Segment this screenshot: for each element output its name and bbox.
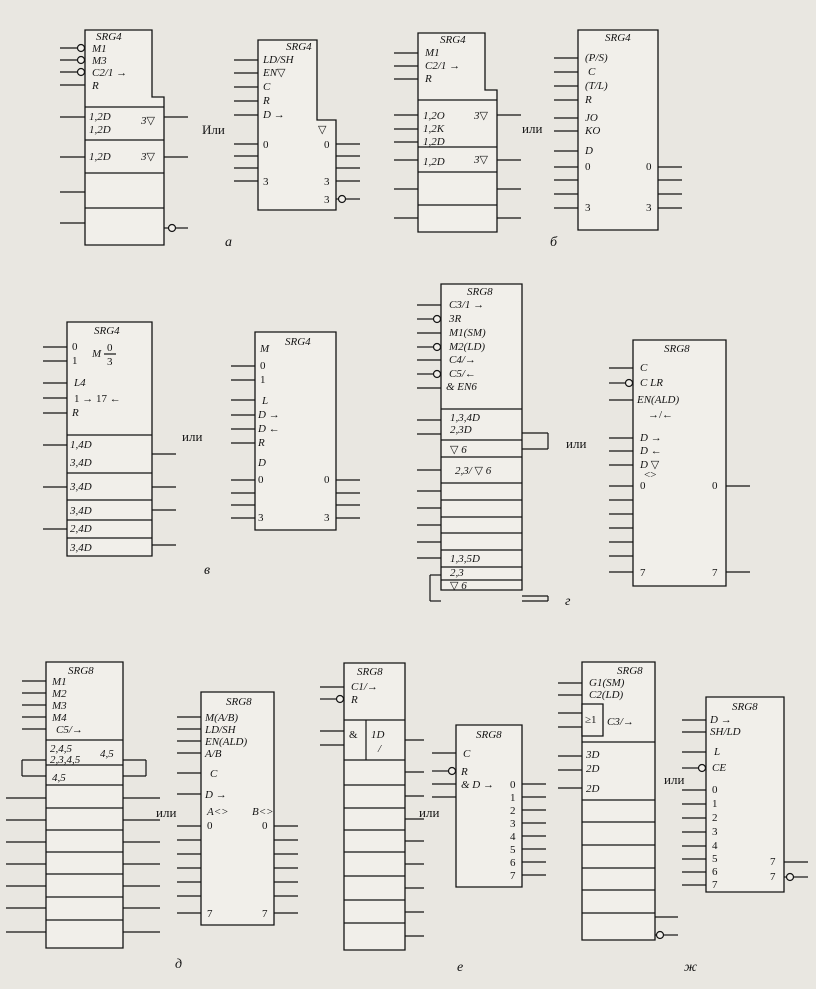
- fig-b-right-out-0: 0: [646, 161, 652, 173]
- fig-a-separator: Или: [202, 122, 225, 137]
- fig-e-right-out-6: 6: [510, 857, 516, 869]
- fig-e-left-label-c1: C1/→: [351, 681, 378, 693]
- fig-d-left-label-m4: M4: [52, 712, 67, 724]
- fig-a-left-cell-3: 3▽: [141, 115, 155, 127]
- fig-g-right-out-7: 7: [712, 567, 718, 579]
- fig-b-right-label-ps: (P/S): [585, 52, 608, 64]
- fig-b-right-label-d: D: [585, 145, 593, 157]
- fig-b-right-label-c: C: [588, 66, 596, 78]
- fig-v-right-label-r: R: [258, 437, 265, 449]
- fig-v-right-out-0: 0: [324, 474, 330, 486]
- fig-zh-right-in-1: 1: [712, 798, 718, 810]
- fig-v-right-label-d: D: [258, 457, 266, 469]
- fig-v-left-title: SRG4: [94, 325, 120, 337]
- fig-zh-left-symbol: [558, 662, 678, 940]
- fig-e-right-label-and-d: & D →: [461, 779, 494, 791]
- fig-v-right-label-1: 1: [260, 374, 266, 386]
- fig-b-left-cell-6: 3▽: [474, 154, 488, 166]
- fig-g-right-label-bidir: <>: [644, 469, 657, 481]
- fig-a-left-title: SRG4: [96, 31, 122, 43]
- fig-v-left-cell-2: 3,4D: [70, 457, 92, 469]
- fig-zh-right-symbol: [682, 697, 808, 892]
- fig-a-left-symbol: [60, 30, 188, 245]
- fig-g-left-cell-1: 1,3,4D: [450, 412, 480, 424]
- fig-v-right-label-d-left: D ←: [258, 423, 280, 435]
- fig-g-right-label-en: EN(ALD): [637, 394, 680, 406]
- fig-g-right-label-d-right: D →: [640, 432, 662, 444]
- fig-b-right-label-r: R: [585, 94, 592, 106]
- fig-d-left-cell-2: 4,5: [100, 748, 114, 760]
- fig-d-caption: д: [175, 957, 183, 972]
- fig-zh-right-in-6: 6: [712, 866, 718, 878]
- fig-v-left-label-m-top: 0: [107, 342, 113, 354]
- fig-zh-right-title: SRG8: [732, 701, 758, 713]
- fig-e-right-label-c: C: [463, 748, 471, 760]
- fig-zh-right-in-5: 5: [712, 853, 718, 865]
- fig-d-right-label-ldsh: LD/SH: [205, 724, 236, 736]
- fig-g-right-out-0: 0: [712, 480, 718, 492]
- fig-v-right-out-3: 3: [324, 512, 330, 524]
- fig-e-left-symbol: [320, 663, 424, 950]
- fig-zh-right-in-3: 3: [712, 826, 718, 838]
- figure-a: [60, 30, 360, 250]
- fig-b-left-symbol: [394, 33, 521, 232]
- fig-a-right-label-tri: ▽: [318, 124, 327, 136]
- fig-e-right-out-7: 7: [510, 870, 516, 882]
- fig-b-left-cell-4: 1,2D: [423, 136, 445, 148]
- fig-v-left-cell-3: 3,4D: [70, 481, 92, 493]
- fig-d-left-cell-1: 2,4,5: [50, 743, 72, 755]
- fig-e-right-out-5: 5: [510, 844, 516, 856]
- fig-a-right-label-ldsh: LD/SH: [263, 54, 294, 66]
- fig-e-separator: или: [419, 805, 440, 820]
- fig-e-left-outline: [344, 663, 405, 950]
- fig-d-right-label-ab: A/B: [205, 748, 222, 760]
- fig-zh-left-label-c2: C2(LD): [589, 689, 624, 701]
- fig-d-right-label-b: B<>: [252, 806, 274, 818]
- fig-v-left-cell-1: 1,4D: [70, 439, 92, 451]
- fig-zh-left-cell-2d-a: 2D: [586, 763, 600, 775]
- fig-zh-caption: ж: [684, 960, 698, 975]
- fig-a-left-cell-1: 1,2D: [89, 111, 111, 123]
- fig-a-right-label-r: R: [263, 95, 270, 107]
- fig-v-left-label-m: M: [92, 348, 102, 360]
- fig-zh-right-label-shld: SH/LD: [710, 726, 741, 738]
- fig-e-right-title: SRG8: [476, 729, 502, 741]
- fig-b-left-label-m1: M1: [425, 47, 440, 59]
- fig-a-right-symbol: [234, 40, 360, 210]
- figure-zh: [558, 662, 808, 975]
- fig-g-left-cell-4: 2,3/ ▽ 6: [455, 465, 492, 477]
- fig-g-left-label-en6: & EN6: [446, 381, 477, 393]
- fig-b-left-cell-5: 1,2D: [423, 156, 445, 168]
- fig-g-caption: г: [565, 594, 571, 609]
- fig-a-right-in-3: 3: [263, 176, 269, 188]
- fig-a-right-title: SRG4: [286, 41, 312, 53]
- fig-v-separator: или: [182, 429, 203, 444]
- fig-b-right-label-ko: KO: [585, 125, 601, 137]
- fig-a-left-label-m3: M3: [92, 55, 107, 67]
- fig-v-left-cell-6: 3,4D: [70, 542, 92, 554]
- fig-zh-left-label-c3: C3/→: [607, 716, 634, 728]
- fig-g-left-label-c4: C4/→: [449, 354, 476, 366]
- fig-v-right-label-l: L: [262, 395, 269, 407]
- fig-a-right-out-3b: 3: [324, 194, 330, 206]
- fig-d-right-out-7: 7: [262, 908, 268, 920]
- fig-e-caption: е: [457, 960, 464, 975]
- fig-zh-right-in-7: 7: [712, 879, 718, 891]
- fig-d-right-in-0: 0: [207, 820, 213, 832]
- fig-e-left-cell-slash: /: [378, 743, 382, 755]
- fig-a-right-out-3: 3: [324, 176, 330, 188]
- fig-v-right-title: SRG4: [285, 336, 311, 348]
- figure-e: [320, 663, 546, 975]
- fig-g-left-cell-7: ▽ 6: [450, 580, 467, 592]
- fig-b-right-title: SRG4: [605, 32, 631, 44]
- fig-e-left-label-r: R: [351, 694, 358, 706]
- fig-e-right-out-3: 3: [510, 818, 516, 830]
- fig-g-left-title: SRG8: [467, 286, 493, 298]
- fig-d-left-label-c5: C5/→: [56, 724, 83, 736]
- fig-zh-left-cell-3d: 3D: [586, 749, 600, 761]
- fig-b-left-title: SRG4: [440, 34, 466, 46]
- fig-b-right-in-3: 3: [585, 202, 591, 214]
- fig-e-right-out-2: 2: [510, 805, 516, 817]
- fig-d-left-label-m3: M3: [52, 700, 67, 712]
- fig-g-left-cell-5: 1,3,5D: [450, 553, 480, 565]
- fig-g-right-label-d-left: D ←: [640, 445, 662, 457]
- fig-d-left-cell-4: 4,5: [52, 772, 66, 784]
- fig-g-separator: или: [566, 436, 587, 451]
- fig-d-right-symbol: [177, 692, 298, 925]
- fig-zh-right-label-ce: CE: [712, 762, 727, 774]
- fig-g-right-in-0: 0: [640, 480, 646, 492]
- fig-g-left-label-m2: M2(LD): [449, 341, 486, 353]
- figure-v: [43, 322, 360, 578]
- fig-v-right-label-m: M: [260, 343, 270, 355]
- fig-v-right-label-0: 0: [260, 360, 266, 372]
- fig-d-left-symbol: [6, 662, 160, 948]
- fig-b-left-cell-1: 1,2O: [423, 110, 445, 122]
- fig-v-left-label-l4: L4: [74, 377, 86, 389]
- fig-g-left-label-3r: 3R: [449, 313, 462, 325]
- fig-g-right-title: SRG8: [664, 343, 690, 355]
- fig-d-right-label-c: C: [210, 768, 218, 780]
- figure-b: [394, 30, 682, 250]
- fig-v-left-label-shift: 1 → 17 ←: [74, 393, 121, 405]
- fig-b-right-label-jo: JO: [585, 112, 598, 124]
- fig-g-right-label-clr: C LR: [640, 377, 663, 389]
- fig-a-left-cell-5: 3▽: [141, 151, 155, 163]
- fig-d-right-title: SRG8: [226, 696, 252, 708]
- fig-d-right-label-d: D →: [205, 789, 227, 801]
- fig-d-left-title: SRG8: [68, 665, 94, 677]
- fig-b-right-in-0: 0: [585, 161, 591, 173]
- fig-v-right-symbol: [231, 332, 360, 530]
- fig-zh-left-cell-2d-b: 2D: [586, 783, 600, 795]
- fig-a-caption: а: [225, 235, 232, 250]
- fig-b-right-label-tl: (T/L): [585, 80, 608, 92]
- fig-g-left-label-c3: C3/1 →: [449, 299, 485, 311]
- fig-zh-left-label-g1: G1(SM): [589, 677, 625, 689]
- fig-e-right-out-4: 4: [510, 831, 516, 843]
- fig-e-right-symbol: [432, 725, 546, 887]
- fig-d-separator: или: [156, 805, 177, 820]
- fig-g-left-label-m1: M1(SM): [449, 327, 486, 339]
- fig-g-left-cell-6: 2,3: [450, 567, 464, 579]
- fig-d-right-label-en: EN(ALD): [205, 736, 248, 748]
- fig-a-right-label-en: EN▽: [263, 67, 286, 79]
- fig-e-left-cell-1d: 1D: [371, 729, 385, 741]
- fig-g-left-symbol: [417, 284, 548, 601]
- fig-zh-right-in-2: 2: [712, 812, 718, 824]
- fig-g-right-label-c: C: [640, 362, 648, 374]
- fig-b-left-label-r: R: [425, 73, 432, 85]
- fig-zh-left-title: SRG8: [617, 665, 643, 677]
- fig-g-right-symbol: [609, 340, 750, 586]
- fig-v-left-label-1: 1: [72, 355, 78, 367]
- fig-d-right-label-a: A<>: [207, 806, 229, 818]
- fig-zh-right-out-7n: 7: [770, 871, 776, 883]
- fig-zh-right-in-0: 0: [712, 784, 718, 796]
- fig-g-left-cell-3: ▽ 6: [450, 444, 467, 456]
- fig-g-right-label-dir: →/←: [648, 409, 674, 421]
- fig-a-left-label-m1: M1: [92, 43, 107, 55]
- fig-v-left-cell-5: 2,4D: [70, 523, 92, 535]
- fig-b-left-cell-3: 1,2K: [423, 123, 445, 135]
- fig-e-left-title: SRG8: [357, 666, 383, 678]
- fig-b-right-symbol: [554, 30, 682, 230]
- fig-d-left-cell-3: 2,3,4,5: [50, 754, 81, 766]
- fig-a-left-label-r: R: [92, 80, 99, 92]
- fig-g-right-in-7: 7: [640, 567, 646, 579]
- fig-d-left-label-m1: M1: [52, 676, 67, 688]
- fig-d-right-label-mab: M(A/B): [205, 712, 238, 724]
- fig-zh-right-label-l: L: [714, 746, 721, 758]
- fig-zh-separator: или: [664, 772, 685, 787]
- fig-g-right-label-d-tri: D ▽: [640, 459, 660, 471]
- fig-v-left-symbol: [43, 322, 176, 556]
- fig-a-left-label-c2: C2/1 →: [92, 67, 128, 79]
- fig-v-left-label-r: R: [72, 407, 79, 419]
- fig-b-separator: или: [522, 121, 543, 136]
- fig-e-right-out-1: 1: [510, 792, 516, 804]
- fig-zh-right-label-d: D →: [710, 714, 732, 726]
- fig-a-right-out-0: 0: [324, 139, 330, 151]
- fig-zh-right-out-7: 7: [770, 856, 776, 868]
- fig-b-left-label-c2: C2/1 →: [425, 60, 461, 72]
- fig-v-caption: в: [204, 563, 211, 578]
- fig-a-right-label-c: C: [263, 81, 271, 93]
- fig-g-left-label-c5: C5/←: [449, 368, 476, 380]
- fig-zh-right-in-4: 4: [712, 840, 718, 852]
- fig-b-caption: б: [550, 235, 558, 250]
- fig-e-right-label-r: R: [461, 766, 468, 778]
- fig-d-left-label-m2: M2: [52, 688, 67, 700]
- fig-e-left-cell-and: &: [349, 729, 358, 741]
- fig-a-right-in-0: 0: [263, 139, 269, 151]
- fig-v-right-in-3: 3: [258, 512, 264, 524]
- fig-b-right-out-3: 3: [646, 202, 652, 214]
- fig-v-right-in-0: 0: [258, 474, 264, 486]
- fig-d-right-in-7: 7: [207, 908, 213, 920]
- figure-d: [6, 662, 298, 972]
- fig-a-left-cell-2: 1,2D: [89, 124, 111, 136]
- fig-a-left-cell-4: 1,2D: [89, 151, 111, 163]
- fig-a-right-label-d: D →: [263, 109, 285, 121]
- fig-g-left-cell-2: 2,3D: [450, 424, 472, 436]
- fig-v-left-label-0: 0: [72, 341, 78, 353]
- fig-d-right-out-0: 0: [262, 820, 268, 832]
- fig-v-left-label-m-bot: 3: [107, 356, 113, 368]
- fig-v-right-label-d-right: D →: [258, 409, 280, 421]
- figure-g: [417, 284, 750, 609]
- fig-v-left-cell-4: 3,4D: [70, 505, 92, 517]
- fig-e-right-out-0: 0: [510, 779, 516, 791]
- fig-b-left-cell-2: 3▽: [474, 110, 488, 122]
- fig-zh-left-label-or: ≥1: [585, 714, 597, 726]
